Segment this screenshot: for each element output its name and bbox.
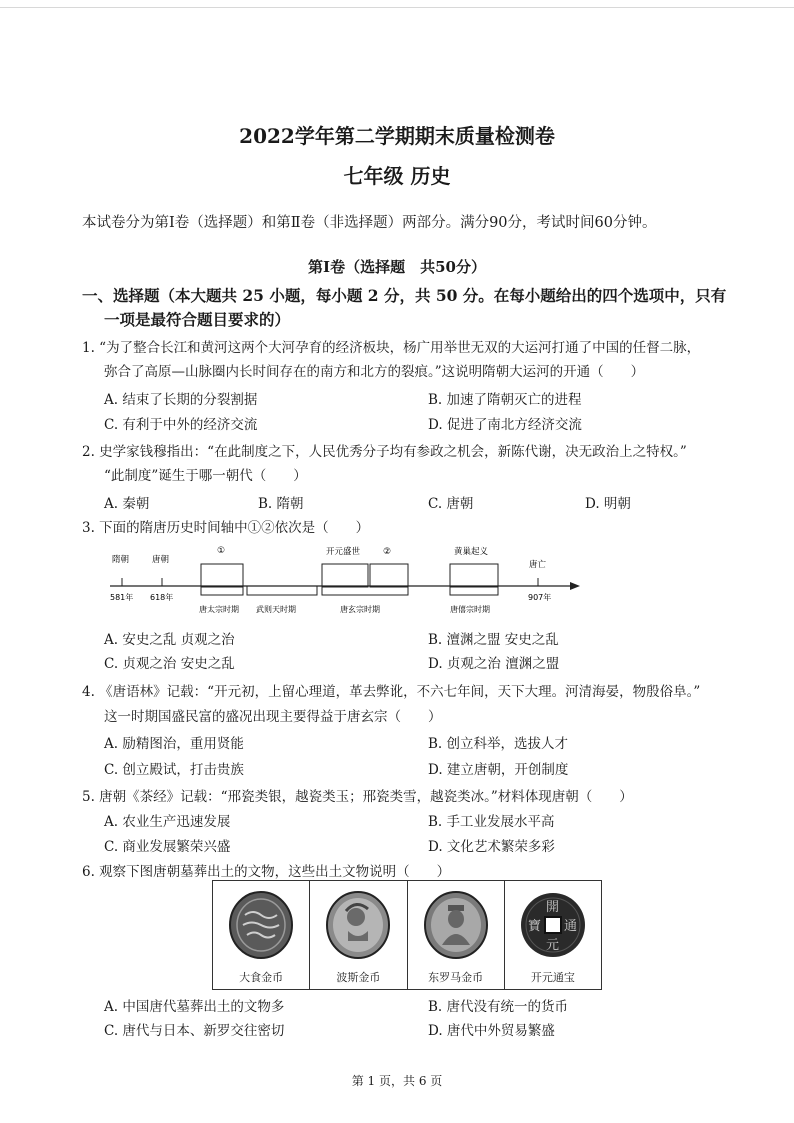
svg-text:通: 通 [563,919,577,934]
q6-option-b: B. 唐代没有统一的货币 [428,999,569,1015]
q2-option-d: D. 明朝 [585,496,631,512]
q6-option-a: A. 中国唐代墓葬出土的文物多 [104,999,285,1015]
marker-2: ② [383,547,392,557]
label-tang: 唐朝 [152,555,170,565]
exam-subtitle: 七年级 历史 [343,164,451,188]
sui-tang-timeline [104,542,584,618]
coin-cell-byzantine [408,881,505,989]
q1-option-c: C. 有利于中外的经济交流 [104,417,258,433]
label-581: 581年 [110,593,134,602]
dashi-gold-coin-icon [225,887,297,963]
svg-text:元: 元 [545,938,559,953]
label-sui: 隋朝 [112,555,130,565]
caption-byzantine-coin: 东罗马金币 [428,971,484,984]
q1-option-a: A. 结束了长期的分裂割据 [104,392,258,408]
q3-stem: 3. 下面的隋唐历史时间轴中①②依次是（ ） [82,520,370,536]
part-instructions-line1: 一、选择题（本大题共 25 小题，每小题 2 分，共 50 分。在每小题给出的四个选项中，只有 [82,286,727,305]
bracket-wuzetian [247,586,317,595]
label-xuanzong: 唐玄宗时期 [340,605,380,614]
scan-edge-line [0,7,794,8]
q4-option-b: B. 创立科举，选拔人才 [428,736,569,752]
box-period-1 [201,564,243,587]
q2-option-b: B. 隋朝 [258,496,304,512]
caption-persian-coin: 波斯金币 [336,971,381,984]
q2-option-c: C. 唐朝 [428,496,474,512]
timeline-arrow-icon [570,582,580,590]
label-tangwang: 唐亡 [529,560,547,570]
q5-option-c: C. 商业发展繁荣兴盛 [104,839,231,855]
svg-text:開: 開 [545,900,559,915]
q4-option-c: C. 创立殿试，打击贵族 [104,762,244,778]
tang-tomb-coins-figure [212,880,602,990]
q1-option-d: D. 促进了南北方经济交流 [428,417,582,433]
q5-option-d: D. 文化艺术繁荣多彩 [428,839,555,855]
marker-1: ① [217,546,226,556]
q6-option-c: C. 唐代与日本、新罗交往密切 [104,1023,285,1039]
q2-stem-line1: 2. 史学家钱穆指出：“在此制度之下，人民优秀分子均有参政之机会，新陈代谢，决无政治上之特权。” [82,444,687,460]
label-huangchao: 黄巢起义 [454,547,489,557]
box-kaiyuan [322,564,368,587]
q1-stem-line2: 弥合了高原—山脉圈内长时间存在的南方和北方的裂痕。”这说明隋朝大运河的开通（ ） [104,364,645,380]
label-xizong: 唐僖宗时期 [450,605,490,614]
coin-cell-bosi [310,881,407,989]
q4-option-d: D. 建立唐朝，开创制度 [428,762,569,778]
svg-text:寶: 寶 [527,919,541,934]
section-heading: 第Ⅰ卷（选择题 共50分） [308,258,486,276]
q1-stem-line1: 1. “为了整合长江和黄河这两个大河孕育的经济板块，杨广用举世无双的大运河打通了中国的任督二脉， [82,340,701,356]
q5-option-a: A. 农业生产迅速发展 [104,814,231,830]
exam-intro: 本试卷分为第Ⅰ卷（选择题）和第Ⅱ卷（非选择题）两部分。满分90分，考试时间60分钟。 [82,215,657,231]
caption-dashi-coin: 大食金币 [239,971,284,984]
coin-cell-kaiyuan [505,881,601,989]
box-period-2 [370,564,408,587]
q5-stem: 5. 唐朝《茶经》记载：“邢瓷类银，越瓷类玉；邢瓷类雪，越瓷类冰。”材料体现唐朝（ ） [82,789,633,805]
label-wuzetian: 武则天时期 [256,605,296,614]
part-instructions-line2: 一项是最符合题目要求的） [104,310,291,329]
label-kaiyuan: 开元盛世 [326,547,361,557]
label-907: 907年 [528,593,552,602]
q1-option-b: B. 加速了隋朝灭亡的进程 [428,392,582,408]
q6-option-d: D. 唐代中外贸易繁盛 [428,1023,555,1039]
q4-stem-line1: 4. 《唐语林》记载：“开元初，上留心理道，革去弊讹，不六七年间，天下大理。河清海晏，物殷俗阜。” [82,684,701,700]
q4-stem-line2: 这一时期国盛民富的盛况出现主要得益于唐玄宗（ ） [104,709,442,725]
q4-option-a: A. 励精图治，重用贤能 [104,736,244,752]
q3-option-a: A. 安史之乱 贞观之治 [104,632,235,648]
q6-stem: 6. 观察下图唐朝墓葬出土的文物，这些出土文物说明（ ） [82,864,451,880]
page-footer: 第 1 页，共 6 页 [351,1074,443,1088]
persian-gold-coin-icon [322,887,394,963]
byzantine-gold-coin-icon [420,887,492,963]
label-taizong: 唐太宗时期 [199,605,239,614]
label-618: 618年 [150,593,174,602]
kaiyuan-tongbao-coin-icon [517,887,589,963]
coin-cell-dashi [213,881,310,989]
exam-title: 2022学年第二学期期末质量检测卷 [239,124,555,148]
q3-option-c: C. 贞观之治 安史之乱 [104,656,235,672]
q3-option-d: D. 贞观之治 澶渊之盟 [428,656,560,672]
q2-option-a: A. 秦朝 [104,496,150,512]
q2-stem-line2: “此制度”诞生于哪一朝代（ ） [104,468,307,484]
q3-option-b: B. 澶渊之盟 安史之乱 [428,632,559,648]
box-huangchao [450,564,498,587]
caption-kaiyuan-coin: 开元通宝 [530,971,575,984]
q5-option-b: B. 手工业发展水平高 [428,814,555,830]
